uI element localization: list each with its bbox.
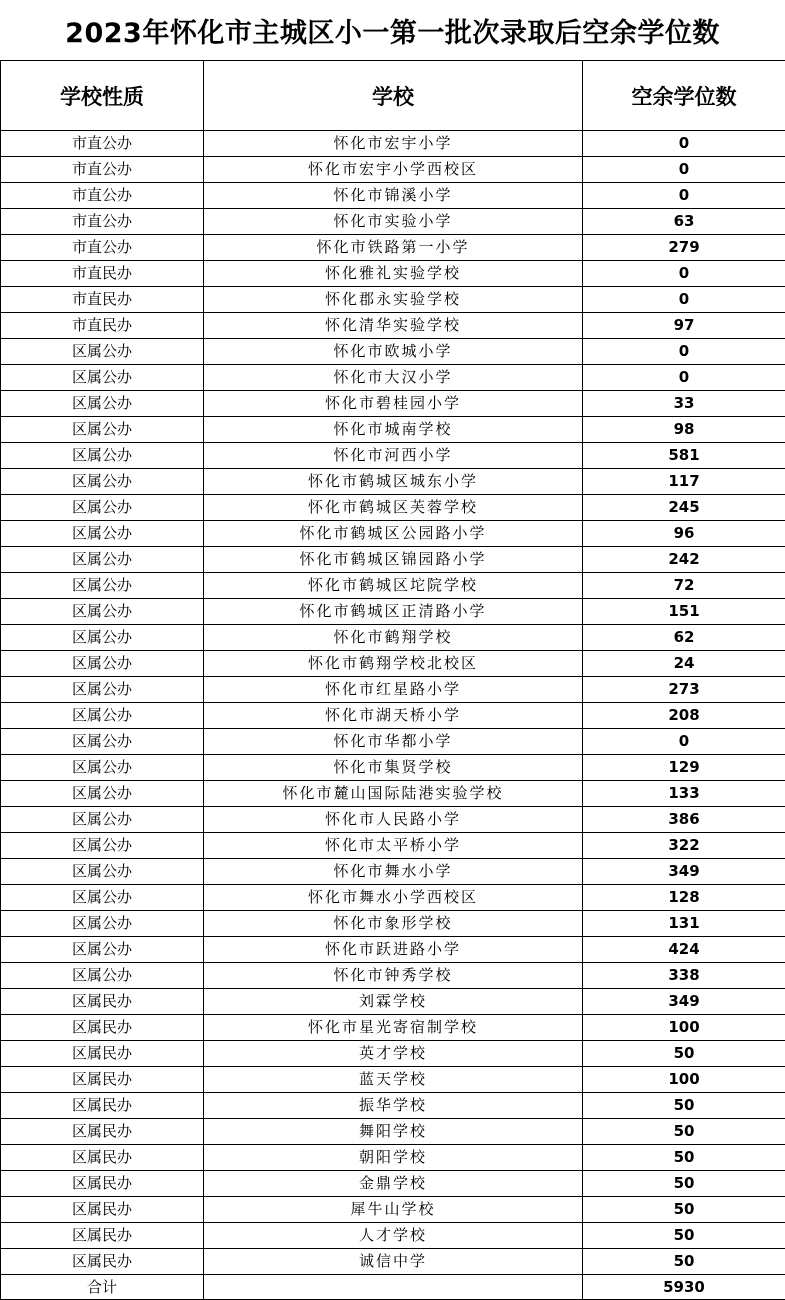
column-header-school-type: 学校性质 [1,61,204,131]
vacancy-count-cell: 50 [583,1093,785,1119]
table-row [1,1119,785,1145]
school-name-cell: 怀化市河西小学 [204,443,583,469]
school-type-cell: 市直公办 [1,183,204,209]
total-value: 5930 [583,1275,785,1300]
vacancy-count-cell: 0 [583,261,785,287]
school-name-cell: 怀化市鹤城区城东小学 [204,469,583,495]
school-name-cell: 怀化市鹤城区锦园路小学 [204,547,583,573]
table-row [1,131,785,157]
school-type-cell: 区属民办 [1,1015,204,1041]
school-type-cell: 区属民办 [1,1067,204,1093]
column-header-school: 学校 [204,61,583,131]
school-type-cell: 区属公办 [1,365,204,391]
table-row [1,365,785,391]
school-type-cell: 区属民办 [1,1145,204,1171]
school-name-cell: 怀化市人民路小学 [204,807,583,833]
table-row [1,313,785,339]
vacancy-count-cell: 322 [583,833,785,859]
school-type-cell: 区属公办 [1,391,204,417]
school-name-cell: 怀化市鹤城区芙蓉学校 [204,495,583,521]
school-type-cell: 区属公办 [1,443,204,469]
table-row [1,209,785,235]
table-row [1,339,785,365]
table-row [1,755,785,781]
page-title: 2023年怀化市主城区小一第一批次录取后空余学位数 [65,18,720,49]
vacancy-count-cell: 0 [583,287,785,313]
school-name-cell: 怀化市象形学校 [204,911,583,937]
school-type-cell: 区属民办 [1,1093,204,1119]
vacancy-count-cell: 50 [583,1223,785,1249]
school-type-cell: 市直公办 [1,157,204,183]
table-row [1,469,785,495]
vacancy-count-cell: 0 [583,183,785,209]
school-type-cell: 区属民办 [1,1041,204,1067]
table-row [1,157,785,183]
vacancy-count-cell: 50 [583,1041,785,1067]
table-row [1,1249,785,1275]
school-type-cell: 区属公办 [1,339,204,365]
school-type-cell: 区属公办 [1,807,204,833]
school-name-cell: 怀化市鹤翔学校北校区 [204,651,583,677]
table-row [1,989,785,1015]
table-row [1,833,785,859]
school-name-cell: 金鼎学校 [204,1171,583,1197]
vacancy-count-cell: 208 [583,703,785,729]
school-type-cell: 区属公办 [1,729,204,755]
table-row [1,287,785,313]
school-name-cell: 振华学校 [204,1093,583,1119]
school-type-cell: 市直公办 [1,235,204,261]
vacancy-count-cell: 100 [583,1067,785,1093]
school-name-cell: 怀化市碧桂园小学 [204,391,583,417]
school-type-cell: 区属公办 [1,911,204,937]
school-name-cell: 怀化市跃进路小学 [204,937,583,963]
school-name-cell: 怀化清华实验学校 [204,313,583,339]
school-name-cell: 怀化市舞水小学 [204,859,583,885]
vacancy-count-cell: 0 [583,365,785,391]
table-row [1,625,785,651]
school-name-cell: 怀化市鹤城区坨院学校 [204,573,583,599]
table-row [1,547,785,573]
vacancy-count-cell: 0 [583,339,785,365]
table-row [1,1067,785,1093]
school-name-cell: 怀化市红星路小学 [204,677,583,703]
school-name-cell: 怀化郡永实验学校 [204,287,583,313]
table-row [1,599,785,625]
vacancy-count-cell: 50 [583,1249,785,1275]
school-type-cell: 区属公办 [1,755,204,781]
table-row [1,183,785,209]
school-name-cell: 英才学校 [204,1041,583,1067]
vacancy-count-cell: 50 [583,1171,785,1197]
school-type-cell: 区属民办 [1,1197,204,1223]
table-row [1,911,785,937]
table-row [1,261,785,287]
school-type-cell: 区属公办 [1,495,204,521]
vacancy-count-cell: 72 [583,573,785,599]
vacancy-count-cell: 24 [583,651,785,677]
table-row [1,937,785,963]
vacancy-count-cell: 96 [583,521,785,547]
vacancy-count-cell: 133 [583,781,785,807]
school-name-cell: 怀化市湖天桥小学 [204,703,583,729]
school-type-cell: 区属民办 [1,1249,204,1275]
school-type-cell: 区属公办 [1,547,204,573]
school-type-cell: 区属公办 [1,885,204,911]
school-name-cell: 人才学校 [204,1223,583,1249]
vacancy-count-cell: 100 [583,1015,785,1041]
school-type-cell: 区属公办 [1,469,204,495]
school-name-cell: 诚信中学 [204,1249,583,1275]
school-name-cell: 怀化市钟秀学校 [204,963,583,989]
table-row [1,703,785,729]
school-type-cell: 区属民办 [1,1171,204,1197]
vacancy-count-cell: 131 [583,911,785,937]
school-name-cell: 蓝天学校 [204,1067,583,1093]
school-name-cell: 怀化市欧城小学 [204,339,583,365]
table-row [1,1093,785,1119]
school-name-cell: 怀化市锦溪小学 [204,183,583,209]
table-header-row [1,61,785,131]
school-name-cell: 怀化市大汉小学 [204,365,583,391]
vacancy-count-cell: 128 [583,885,785,911]
vacancy-count-cell: 0 [583,157,785,183]
table-row [1,573,785,599]
vacancy-count-cell: 98 [583,417,785,443]
school-name-cell: 怀化市宏宇小学 [204,131,583,157]
total-row [1,1275,785,1300]
school-name-cell: 怀化市太平桥小学 [204,833,583,859]
school-type-cell: 市直公办 [1,131,204,157]
table-row [1,807,785,833]
table-row [1,885,785,911]
table-row [1,781,785,807]
school-type-cell: 市直民办 [1,261,204,287]
table-row [1,443,785,469]
school-name-cell: 犀牛山学校 [204,1197,583,1223]
school-type-cell: 市直民办 [1,313,204,339]
vacancy-count-cell: 33 [583,391,785,417]
table-row [1,521,785,547]
table-row [1,1197,785,1223]
table-row [1,495,785,521]
table-row [1,677,785,703]
table-row [1,235,785,261]
school-name-cell: 怀化市鹤翔学校 [204,625,583,651]
vacancy-count-cell: 242 [583,547,785,573]
school-name-cell: 怀化市鹤城区公园路小学 [204,521,583,547]
school-name-cell: 怀化市舞水小学西校区 [204,885,583,911]
school-type-cell: 区属公办 [1,859,204,885]
vacancy-count-cell: 386 [583,807,785,833]
vacancy-count-cell: 273 [583,677,785,703]
school-type-cell: 区属民办 [1,1223,204,1249]
vacancy-count-cell: 50 [583,1197,785,1223]
school-type-cell: 区属公办 [1,703,204,729]
vacancy-count-cell: 279 [583,235,785,261]
school-name-cell: 朝阳学校 [204,1145,583,1171]
school-type-cell: 区属公办 [1,833,204,859]
table-body [1,131,785,1275]
vacancy-count-cell: 117 [583,469,785,495]
school-type-cell: 区属公办 [1,599,204,625]
school-name-cell: 怀化市实验小学 [204,209,583,235]
school-type-cell: 区属公办 [1,521,204,547]
vacancy-count-cell: 245 [583,495,785,521]
vacancy-count-cell: 151 [583,599,785,625]
vacancy-count-cell: 129 [583,755,785,781]
school-type-cell: 市直公办 [1,209,204,235]
table-row [1,391,785,417]
table-row [1,417,785,443]
school-name-cell: 刘霖学校 [204,989,583,1015]
vacancy-count-cell: 62 [583,625,785,651]
school-type-cell: 区属公办 [1,625,204,651]
vacancy-count-cell: 338 [583,963,785,989]
school-type-cell: 区属公办 [1,963,204,989]
school-type-cell: 区属公办 [1,937,204,963]
school-type-cell: 区属公办 [1,417,204,443]
total-school-cell [204,1275,583,1300]
vacancy-count-cell: 581 [583,443,785,469]
school-name-cell: 怀化市城南学校 [204,417,583,443]
vacancy-count-cell: 0 [583,131,785,157]
vacancy-count-cell: 97 [583,313,785,339]
vacancy-count-cell: 50 [583,1119,785,1145]
school-type-cell: 区属民办 [1,1119,204,1145]
table-row [1,1041,785,1067]
vacancy-count-cell: 424 [583,937,785,963]
school-name-cell: 怀化市华都小学 [204,729,583,755]
school-type-cell: 市直民办 [1,287,204,313]
school-name-cell: 怀化市铁路第一小学 [204,235,583,261]
column-header-vacancies: 空余学位数 [583,61,785,131]
school-type-cell: 区属公办 [1,651,204,677]
school-type-cell: 区属公办 [1,573,204,599]
table-row [1,1145,785,1171]
vacancy-count-cell: 349 [583,859,785,885]
vacancy-count-cell: 0 [583,729,785,755]
table-row [1,651,785,677]
school-name-cell: 怀化市宏宇小学西校区 [204,157,583,183]
table-row [1,963,785,989]
vacancy-table [0,60,785,1300]
school-name-cell: 怀化市鹤城区正清路小学 [204,599,583,625]
school-name-cell: 舞阳学校 [204,1119,583,1145]
school-name-cell: 怀化市集贤学校 [204,755,583,781]
school-name-cell: 怀化市麓山国际陆港实验学校 [204,781,583,807]
school-type-cell: 区属公办 [1,781,204,807]
table-row [1,729,785,755]
total-label: 合计 [1,1275,204,1300]
school-name-cell: 怀化市星光寄宿制学校 [204,1015,583,1041]
school-type-cell: 区属民办 [1,989,204,1015]
vacancy-count-cell: 349 [583,989,785,1015]
vacancy-count-cell: 50 [583,1145,785,1171]
table-row [1,859,785,885]
school-type-cell: 区属公办 [1,677,204,703]
vacancy-count-cell: 63 [583,209,785,235]
table-row [1,1171,785,1197]
school-name-cell: 怀化雅礼实验学校 [204,261,583,287]
table-row [1,1223,785,1249]
table-row [1,1015,785,1041]
